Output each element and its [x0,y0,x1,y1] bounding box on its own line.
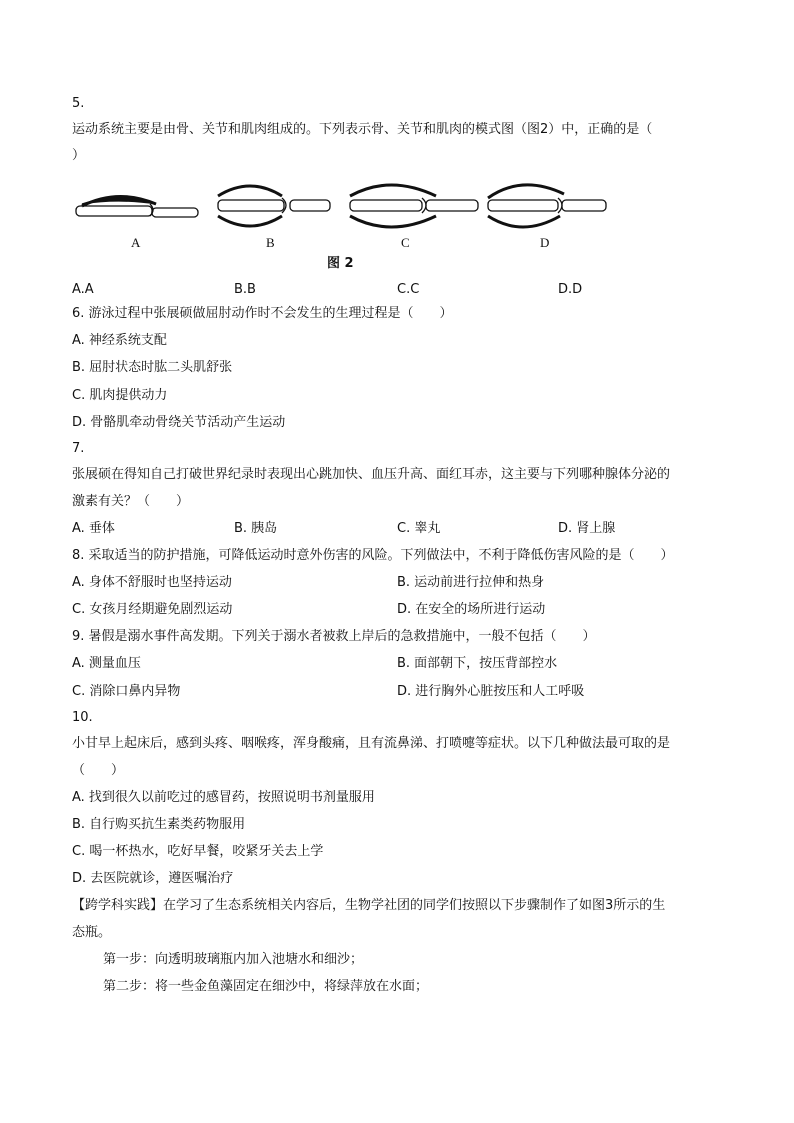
q5-number: 5. [72,96,85,111]
q5-option-c[interactable]: C.C [397,282,420,297]
q10-stem-line1: 小甘早上起床后，感到头疼、咽喉疼，浑身酸痛，且有流鼻涕、打喷嚏等症状。以下几种做法最可取的是 [72,736,671,751]
q6-option-c[interactable]: C. 肌肉提供动力 [72,388,168,403]
q8-option-c[interactable]: C. 女孩月经期避免剧烈运动 [72,602,233,617]
q9-option-d[interactable]: D. 进行胸外心脏按压和人工呼吸 [397,684,585,699]
figure-label-d: D [540,235,550,250]
q5-stem-line1: 运动系统主要是由骨、关节和肌肉组成的。下列表示骨、关节和肌肉的模式图（图2）中，正确的是（ [72,122,653,137]
q9-option-a[interactable]: A. 测量血压 [72,656,141,671]
q7-option-c[interactable]: C. 睾丸 [397,521,441,536]
q9-option-c[interactable]: C. 消除口鼻内异物 [72,684,181,699]
figure-label-a: A [131,235,141,250]
figure-option-a-drawing [76,196,198,217]
figure-caption: 图 2 [327,256,354,271]
practice-step-2: 第二步：将一些金鱼藻固定在细沙中，将绿萍放在水面； [103,979,429,994]
practice-intro-line1: 【跨学科实践】在学习了生态系统相关内容后，生物学社团的同学们按照以下步骤制作了如图3所示的生 [72,898,666,913]
q10-option-c[interactable]: C. 喝一杯热水，吃好早餐，咬紧牙关去上学 [72,844,324,859]
q5-option-a[interactable]: A.A [72,282,94,297]
q10-option-a[interactable]: A. 找到很久以前吃过的感冒药，按照说明书剂量服用 [72,790,375,805]
q7-number: 7. [72,441,85,456]
q7-stem-line1: 张展硕在得知自己打破世界纪录时表现出心跳加快、血压升高、面红耳赤，这主要与下列哪种腺体分泌的 [72,467,671,482]
practice-intro-line2: 态瓶。 [72,925,112,940]
q6-option-d[interactable]: D. 骨骼肌牵动骨绕关节活动产生运动 [72,415,286,430]
q6-stem: 6. 游泳过程中张展硕做屈肘动作时不会发生的生理过程是（ ） [72,306,453,321]
q10-option-d[interactable]: D. 去医院就诊，遵医嘱治疗 [72,871,234,886]
q8-option-d[interactable]: D. 在安全的场所进行运动 [397,602,546,617]
q7-option-d[interactable]: D. 肾上腺 [558,521,616,536]
figure-option-b-drawing [218,186,330,226]
practice-step-1: 第一步：向透明玻璃瓶内加入池塘水和细沙； [103,952,364,967]
q8-stem: 8. 采取适当的防护措施，可降低运动时意外伤害的风险。下列做法中，不利于降低伤害风险的是（ ） [72,548,674,563]
figure-option-d-drawing [488,185,606,227]
q7-stem-line2: 激素有关？（ ） [72,494,190,509]
q8-option-a[interactable]: A. 身体不舒服时也坚持运动 [72,575,232,590]
figure-label-c: C [401,235,410,250]
figure-option-c-drawing [350,185,478,227]
q6-option-b[interactable]: B. 屈肘状态时肱二头肌舒张 [72,360,233,375]
figure-label-b: B [266,235,275,250]
q6-option-a[interactable]: A. 神经系统支配 [72,333,167,348]
q7-option-b[interactable]: B. 胰岛 [234,521,278,536]
q10-option-b[interactable]: B. 自行购买抗生素类药物服用 [72,817,246,832]
q10-number: 10. [72,710,93,725]
q5-stem-line2: ） [72,148,86,163]
q9-option-b[interactable]: B. 面部朝下，按压背部控水 [397,656,558,671]
q5-option-d[interactable]: D.D [558,282,583,297]
q9-stem: 9. 暑假是溺水事件高发期。下列关于溺水者被救上岸后的急救措施中，一般不包括（ ） [72,629,596,644]
q8-option-b[interactable]: B. 运动前进行拉伸和热身 [397,575,545,590]
q5-option-b[interactable]: B.B [234,282,256,297]
q10-stem-line2: （ ） [72,763,125,778]
q7-option-a[interactable]: A. 垂体 [72,521,115,536]
